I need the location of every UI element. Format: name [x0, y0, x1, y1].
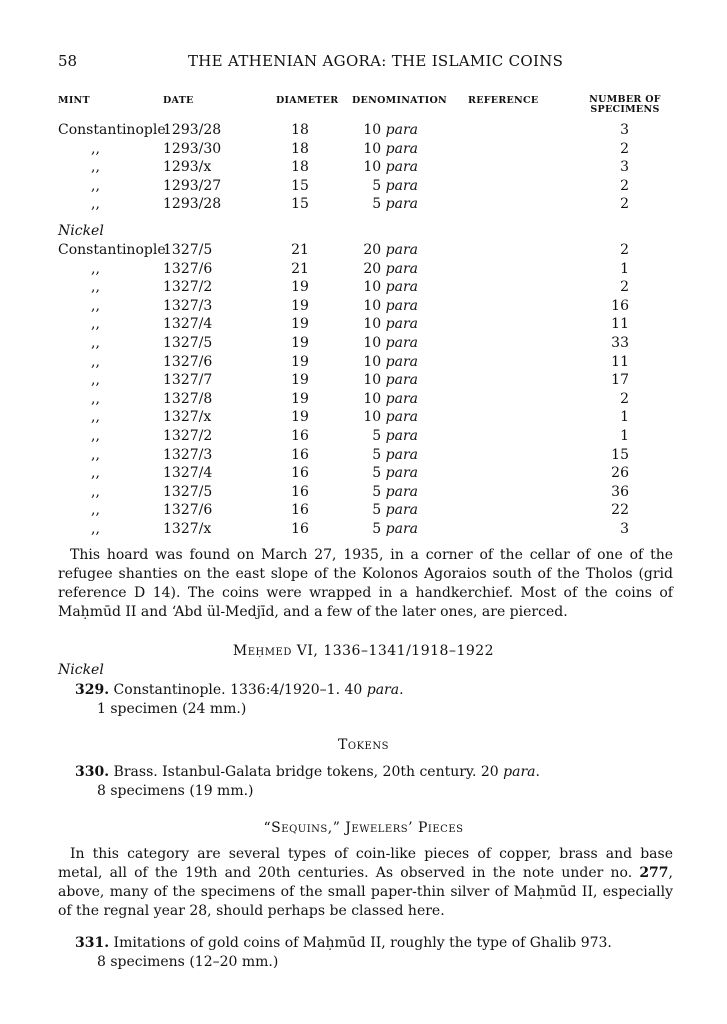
- cell-denomination: [358, 279, 418, 295]
- cell-diameter: 19: [291, 353, 309, 370]
- denomination-number: 10: [363, 297, 382, 314]
- entry-330-end: .: [535, 764, 540, 780]
- cell-specimen-count: 22: [611, 502, 629, 519]
- column-header-specimens: [578, 95, 672, 115]
- cell-denomination: [358, 196, 418, 212]
- table-row: [0, 409, 727, 428]
- cell-mint: ,,: [91, 140, 100, 157]
- table-row: [0, 484, 727, 503]
- column-header-mint: MINT: [58, 95, 90, 106]
- cell-diameter: 19: [291, 316, 309, 333]
- table-row: [0, 502, 727, 521]
- table-row: [0, 447, 727, 466]
- denomination-number: 10: [363, 316, 382, 333]
- cell-date: 1327/6: [163, 502, 213, 519]
- cell-denomination: [358, 372, 418, 388]
- table-row: [0, 354, 727, 373]
- denomination-unit: para: [385, 316, 418, 333]
- entry-331-specimens: 8 specimens (12–20 mm.): [97, 954, 279, 970]
- cell-denomination: [358, 242, 418, 258]
- table-row: [0, 122, 727, 141]
- cell-mint: ,,: [91, 177, 100, 194]
- table-row: [0, 298, 727, 317]
- denomination-unit: para: [385, 446, 418, 463]
- cell-date: 1327/5: [163, 242, 213, 258]
- cell-diameter: 19: [291, 390, 309, 407]
- cell-mint: ,,: [91, 159, 100, 176]
- cell-date: 1327/3: [163, 297, 213, 314]
- denomination-unit: para: [385, 390, 418, 407]
- denomination-number: 10: [363, 140, 382, 157]
- denomination-number: 10: [363, 335, 382, 351]
- entry-329-number: 329.: [75, 682, 110, 698]
- denomination-unit: para: [385, 353, 418, 370]
- page-number: 58: [58, 52, 78, 70]
- cell-mint: ,,: [91, 279, 100, 296]
- cell-specimen-count: 15: [611, 446, 629, 463]
- denomination-number: 5: [372, 177, 382, 194]
- cell-date: 1293/27: [163, 177, 222, 194]
- denomination-number: 10: [363, 279, 382, 296]
- cell-denomination: [358, 484, 418, 500]
- cell-date: 1327/7: [163, 372, 213, 389]
- column-header-reference: REFERENCE: [468, 95, 539, 106]
- cell-denomination: [358, 141, 418, 157]
- cell-diameter: 19: [291, 279, 309, 296]
- cell-mint: ,,: [91, 428, 100, 444]
- cell-mint: ,,: [91, 502, 100, 519]
- cell-specimen-count: 2: [620, 279, 629, 296]
- cell-date: 1293/x: [163, 159, 212, 176]
- cell-specimen-count: 36: [611, 483, 629, 500]
- cell-specimen-count: 1: [620, 428, 629, 444]
- denomination-unit: para: [385, 335, 418, 351]
- entry-329-text: Constantinople. 1336:4/1920–1. 40: [109, 682, 367, 698]
- hoard-paragraph: [58, 546, 673, 622]
- cell-specimen-count: 1: [620, 409, 629, 426]
- table-row: [0, 261, 727, 280]
- column-header-date: DATE: [163, 95, 194, 106]
- catalog-entry-330: [75, 763, 540, 801]
- catalog-entry-329: [75, 681, 404, 719]
- cell-denomination: [358, 502, 418, 518]
- denomination-number: 5: [372, 446, 382, 463]
- cell-diameter: 19: [291, 297, 309, 314]
- denomination-number: 5: [372, 502, 382, 519]
- nickel-label: Nickel: [58, 223, 104, 239]
- denomination-number: 5: [372, 428, 382, 444]
- denomination-unit: para: [385, 159, 418, 176]
- cell-diameter: 18: [291, 159, 309, 176]
- denomination-number: 10: [363, 353, 382, 370]
- sequins-heading: “Sequins,” Jewelers’ Pieces: [263, 820, 464, 836]
- catalog-entry-331: [75, 934, 612, 972]
- cell-specimen-count: 2: [620, 242, 629, 258]
- mehmed-heading: [0, 643, 727, 659]
- cell-date: 1327/4: [163, 316, 213, 333]
- sequins-paragraph-ref: 277: [639, 865, 669, 881]
- table-row: [0, 279, 727, 298]
- cell-diameter: 16: [291, 521, 309, 537]
- sequins-paragraph-part2: , above, many of the specimens of the small paper-thin silver of Maḥmūd II, especially of the regnal year 28, should perhaps be classed here.: [58, 865, 673, 919]
- table-row: [0, 428, 727, 447]
- table-row: [0, 178, 727, 197]
- entry-329-unit: para: [366, 682, 400, 698]
- denomination-unit: para: [385, 521, 418, 537]
- cell-date: 1327/6: [163, 353, 213, 370]
- entry-331-number: 331.: [75, 935, 110, 951]
- table-row: [0, 196, 727, 215]
- cell-diameter: 16: [291, 502, 309, 519]
- hoard-paragraph-text: This hoard was found on March 27, 1935, in a corner of the cellar of one of the refugee shanties on the east slope of the Kolonos Agoraios south of the Tholos (grid reference D 14). The coins were wrapped in a handkerchief. Most of the coins of Maḥmūd II and ʻAbd ül-Medjīd, and a few of the later ones, are pierced.: [58, 547, 673, 620]
- cell-date: 1327/5: [163, 483, 213, 500]
- cell-date: 1327/5: [163, 335, 213, 351]
- column-header-specimens-line1: NUMBER OF: [589, 94, 661, 105]
- sequins-paragraph: [58, 845, 673, 921]
- cell-denomination: [358, 428, 418, 444]
- cell-denomination: [358, 122, 418, 138]
- cell-mint: Constantinople: [58, 122, 166, 138]
- cell-date: 1327/3: [163, 446, 213, 463]
- cell-mint: ,,: [91, 297, 100, 314]
- sequins-paragraph-text: [58, 845, 673, 921]
- cell-specimen-count: 11: [611, 353, 629, 370]
- cell-specimen-count: 26: [611, 465, 629, 482]
- entry-330-text: Brass. Istanbul-Galata bridge tokens, 20th century. 20: [109, 764, 504, 780]
- cell-specimen-count: 33: [611, 335, 629, 351]
- entry-330-unit: para: [503, 764, 536, 780]
- denomination-number: 10: [363, 409, 382, 426]
- denomination-number: 5: [372, 483, 382, 500]
- denomination-unit: para: [385, 502, 418, 519]
- cell-diameter: 15: [291, 177, 309, 194]
- denomination-number: 10: [363, 122, 382, 138]
- cell-diameter: 21: [291, 242, 309, 258]
- cell-mint: ,,: [91, 390, 100, 407]
- cell-date: 1327/8: [163, 390, 213, 407]
- denomination-unit: para: [385, 372, 418, 389]
- cell-date: 1327/x: [163, 521, 212, 537]
- table-row: [0, 372, 727, 391]
- cell-mint: ,,: [91, 353, 100, 370]
- cell-denomination: [358, 178, 418, 194]
- cell-mint: ,,: [91, 446, 100, 463]
- cell-diameter: 21: [291, 260, 309, 277]
- mehmed-heading-dates: VI, 1336–1341/1918–1922: [291, 643, 495, 659]
- entry-329-line: [75, 681, 404, 700]
- cell-date: 1293/30: [163, 140, 222, 157]
- cell-denomination: [358, 159, 418, 175]
- table-row: [0, 465, 727, 484]
- denomination-unit: para: [385, 242, 418, 258]
- cell-specimen-count: 3: [620, 159, 629, 176]
- cell-mint: ,,: [91, 260, 100, 277]
- cell-diameter: 15: [291, 196, 309, 213]
- denomination-unit: para: [385, 122, 418, 138]
- table-row: [0, 521, 727, 540]
- entry-330-specimens: 8 specimens (19 mm.): [97, 783, 254, 799]
- table-row: [0, 316, 727, 335]
- cell-diameter: 19: [291, 335, 309, 351]
- cell-diameter: 16: [291, 446, 309, 463]
- cell-date: 1293/28: [163, 122, 222, 138]
- cell-specimen-count: 17: [611, 372, 629, 389]
- cell-denomination: [358, 465, 418, 481]
- denomination-unit: para: [385, 177, 418, 194]
- denomination-unit: para: [385, 483, 418, 500]
- table-row: [0, 242, 727, 261]
- mehmed-heading-name: Meḥmed: [232, 643, 292, 659]
- cell-specimen-count: 2: [620, 390, 629, 407]
- table-row: [0, 391, 727, 410]
- denomination-number: 10: [363, 390, 382, 407]
- cell-denomination: [358, 354, 418, 370]
- table-row: [0, 141, 727, 160]
- denomination-unit: para: [385, 196, 418, 213]
- sequins-paragraph-part1: In this category are several types of coin-like pieces of copper, brass and base metal, all of the 19th and 20th centuries. As observed in the note under no.: [58, 846, 673, 881]
- cell-specimen-count: 3: [620, 521, 629, 537]
- cell-mint: ,,: [91, 372, 100, 389]
- entry-331-line: [75, 934, 612, 953]
- cell-date: 1327/2: [163, 428, 213, 444]
- cell-diameter: 19: [291, 409, 309, 426]
- cell-date: 1327/4: [163, 465, 213, 482]
- denomination-number: 10: [363, 159, 382, 176]
- denomination-unit: para: [385, 140, 418, 157]
- cell-mint: Constantinople: [58, 242, 166, 258]
- cell-diameter: 16: [291, 428, 309, 444]
- cell-diameter: 18: [291, 140, 309, 157]
- cell-denomination: [358, 391, 418, 407]
- denomination-number: 5: [372, 465, 382, 482]
- denomination-unit: para: [385, 279, 418, 296]
- mehmed-metal-label: Nickel: [58, 662, 104, 678]
- cell-specimen-count: 2: [620, 196, 629, 213]
- cell-specimen-count: 11: [611, 316, 629, 333]
- cell-mint: ,,: [91, 196, 100, 213]
- cell-mint: ,,: [91, 316, 100, 333]
- entry-330-number: 330.: [75, 764, 110, 780]
- running-title: THE ATHENIAN AGORA: THE ISLAMIC COINS: [188, 52, 564, 70]
- entry-329-specimens: 1 specimen (24 mm.): [97, 701, 247, 717]
- cell-specimen-count: 2: [620, 177, 629, 194]
- cell-date: 1293/28: [163, 196, 222, 213]
- cell-denomination: [358, 447, 418, 463]
- cell-diameter: 18: [291, 122, 309, 138]
- cell-mint: ,,: [91, 465, 100, 482]
- cell-date: 1327/2: [163, 279, 213, 296]
- cell-specimen-count: 16: [611, 297, 629, 314]
- denomination-number: 5: [372, 196, 382, 213]
- entry-329-end: .: [399, 682, 404, 698]
- cell-denomination: [358, 521, 418, 537]
- entry-330-line: [75, 763, 540, 782]
- table-row: [0, 335, 727, 354]
- denomination-number: 10: [363, 372, 382, 389]
- tokens-heading: Tokens: [338, 737, 389, 753]
- cell-diameter: 19: [291, 372, 309, 389]
- denomination-unit: para: [385, 428, 418, 444]
- cell-date: 1327/x: [163, 409, 212, 426]
- cell-denomination: [358, 316, 418, 332]
- entry-331-text: Imitations of gold coins of Maḥmūd II, roughly the type of Ghalib 973.: [109, 935, 612, 951]
- denomination-unit: para: [385, 297, 418, 314]
- denomination-unit: para: [385, 409, 418, 426]
- cell-date: 1327/6: [163, 260, 213, 277]
- denomination-unit: para: [385, 465, 418, 482]
- column-header-denomination: DENOMINATION: [352, 95, 448, 106]
- cell-specimen-count: 3: [620, 122, 629, 138]
- cell-mint: ,,: [91, 521, 100, 537]
- column-header-specimens-line2: SPECIMENS: [590, 104, 660, 115]
- cell-denomination: [358, 409, 418, 425]
- cell-diameter: 16: [291, 465, 309, 482]
- cell-diameter: 16: [291, 483, 309, 500]
- denomination-unit: para: [385, 260, 418, 277]
- column-header-diameter: DIAMETER: [276, 95, 339, 106]
- cell-specimen-count: 1: [620, 260, 629, 277]
- denomination-number: 20: [363, 242, 382, 258]
- cell-specimen-count: 2: [620, 140, 629, 157]
- cell-denomination: [358, 335, 418, 351]
- cell-denomination: [358, 298, 418, 314]
- denomination-number: 20: [363, 260, 382, 277]
- denomination-number: 5: [372, 521, 382, 537]
- table-row: [0, 159, 727, 178]
- cell-denomination: [358, 261, 418, 277]
- cell-mint: ,,: [91, 483, 100, 500]
- cell-mint: ,,: [91, 335, 100, 351]
- cell-mint: ,,: [91, 409, 100, 426]
